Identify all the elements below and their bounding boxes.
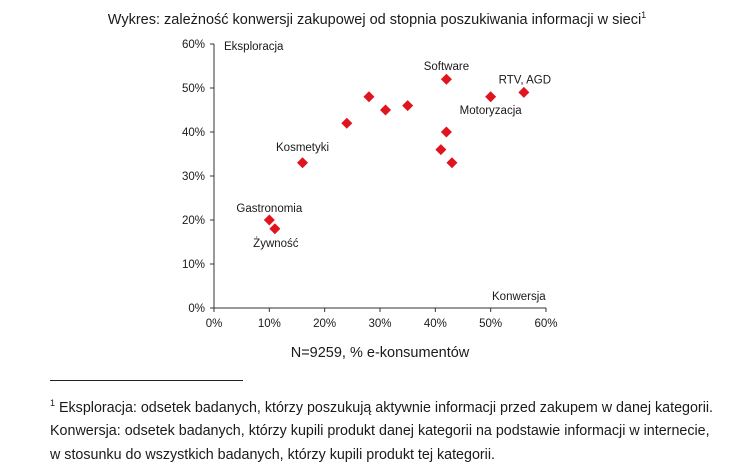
chart-subtitle: N=9259, % e-konsumentów (290, 345, 470, 361)
x-tick-label: 0% (205, 318, 223, 330)
point-label: Kosmetyki (276, 141, 330, 154)
footnote-line-3: w stosunku do wszystkich badanych, którzy kupili produkt tej kategorii. (50, 446, 495, 463)
y-tick-label: 10% (181, 259, 205, 271)
point-label: Motoryzacja (459, 104, 522, 117)
footnote-marker: 1 (50, 398, 56, 408)
data-point (485, 91, 496, 102)
x-axis-label: Konwersja (492, 291, 546, 303)
y-tick-label: 60% (181, 39, 205, 51)
data-point (341, 118, 352, 129)
x-tick-label: 10% (257, 318, 281, 330)
point-label: Gastronomia (236, 203, 303, 215)
x-tick-label: 50% (479, 318, 503, 330)
data-point (269, 223, 280, 234)
x-tick-label: 30% (368, 318, 392, 330)
x-tick-label: 20% (313, 318, 337, 330)
data-point (297, 157, 308, 168)
y-tick-label: 30% (181, 171, 205, 183)
footnote-line-1 (50, 392, 740, 420)
data-point (518, 87, 529, 98)
point-label: Software (423, 61, 470, 74)
y-tick-label: 20% (181, 215, 205, 227)
data-point (441, 127, 452, 138)
point-label: Żywność (253, 237, 299, 250)
data-point (435, 144, 446, 155)
footnote (50, 392, 740, 467)
data-point (446, 157, 457, 168)
point-label: RTV, AGD (498, 74, 552, 87)
y-tick-label: 50% (181, 83, 205, 95)
x-tick-label: 40% (423, 318, 447, 330)
data-point (264, 215, 275, 226)
data-point (402, 100, 413, 111)
footnote-line-2: Konwersja: odsetek badanych, którzy kupili produkt danej kategorii na podstawie informacji w internecie, (50, 423, 710, 440)
chart-title-text: Wykres: zależność konwersji zakupowej od stopnia poszukiwania informacji w sieci (107, 11, 642, 28)
axes (210, 44, 546, 312)
y-tick-label: 0% (188, 303, 205, 315)
data-point (441, 74, 452, 85)
title-footnote-marker: 1 (641, 10, 647, 20)
data-points (264, 74, 530, 235)
data-point (363, 91, 374, 102)
footnote-line-1-text: Eksploracja: odsetek badanych, którzy poszukują aktywnie informacji przed zakupem w danej kategorii. (59, 399, 714, 416)
y-tick-label: 40% (181, 127, 205, 139)
point-labels (236, 61, 551, 250)
footnote-divider (50, 380, 243, 381)
x-tick-label: 60% (534, 318, 558, 330)
data-point (380, 105, 391, 116)
y-axis-label: Eksploracja (224, 41, 284, 53)
